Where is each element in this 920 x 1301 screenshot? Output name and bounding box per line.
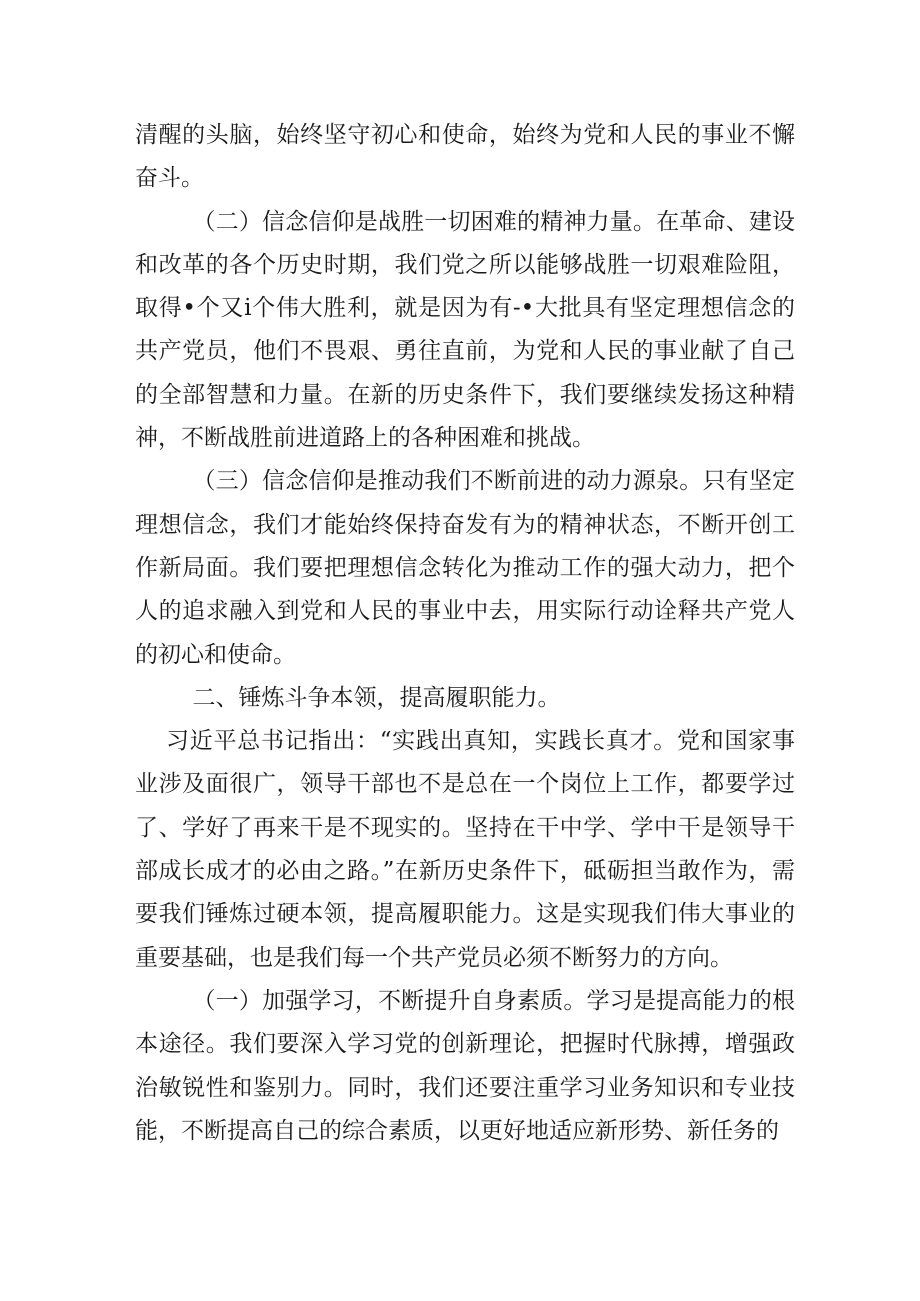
document-body [135,114,795,1153]
paragraph-continuation: 清醒的头脑，始终坚守初心和使命，始终为党和人民的事业不懈奋斗。 [135,122,795,192]
paragraph-belief-motivation: （三）信念信仰是推动我们不断前进的动力源泉。只有坚定理想信念，我们才能始终保持奋发有为的精神状态，不断开创工作新局面。我们要把理想信念转化为推动工作的强大动力，把个人的追求融入到党和人民的事业中去，用实际行动诠释共产党人的初心和使命。 [135,468,795,668]
paragraph-belief-strength: （二）信念信仰是战胜一切困难的精神力量。在革命、建设和改革的各个历史时期，我们党之所以能够战胜一切艰难险阻，取得•个又i个伟大胜利，就是因为有-•大批具有坚定理想信念的共产党员，他们不畏艰、勇往直前，为党和人民的事业献了自己的全部智慧和力量。在新的历史条件下，我们要继续发扬这种精神，不断战胜前进道路上的各种困难和挑战。 [135,208,795,452]
paragraph-strengthen-learning: （一）加强学习，不断提升自身素质。学习是提高能力的根本途径。我们要深入学习党的创新理论，把握时代脉搏，增强政治敏锐性和鉴别力。同时，我们还要注重学习业务知识和专业技能，不断提高自己的综合素质，以更好地适应新形势、新任务的 [135,987,795,1144]
section-heading-two: 二、锤炼斗争本领，提高履职能力。 [192,684,561,711]
paragraph-xi-quote: 习近平总书记指出：“实践出真知，实践长真才。党和国家事业涉及面很广，领导干部也不是总在一个岗位上工作，都要学过了、学好了再来干是不现实的。坚持在干中学、学中干是领导干部成长成才的必由之路。”在新历史条件下，砥砺担当敢作为，需要我们锤炼过硬本领，提高履职能力。这是实现我们伟大事业的重要基础，也是我们每一个共产党员必须不断努力的方向。 [135,728,795,971]
